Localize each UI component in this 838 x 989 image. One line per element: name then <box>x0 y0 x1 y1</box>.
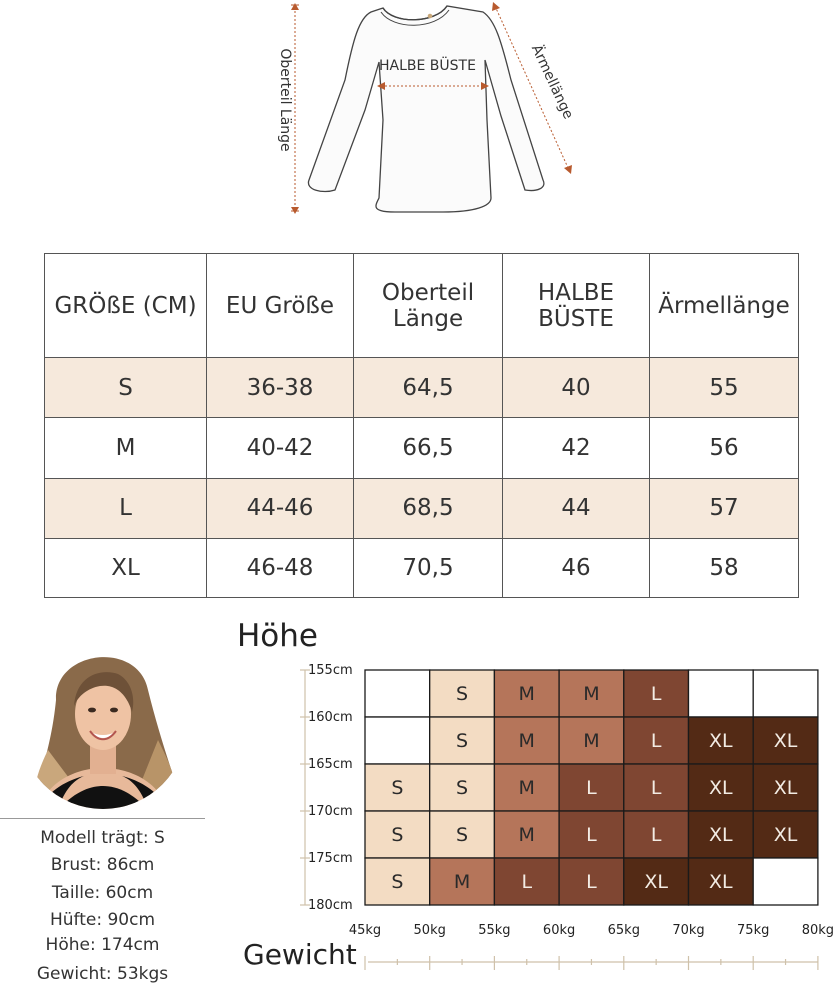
cell-size-label: M <box>453 871 471 893</box>
header-size-cm: GRÖßE (CM) <box>45 254 207 358</box>
table-cell: 42 <box>503 418 650 478</box>
table-row <box>45 358 799 418</box>
model-hip-text: Hüfte: 90cm <box>49 910 156 930</box>
model-photo <box>18 640 188 810</box>
cell-size-label: XL <box>709 824 733 846</box>
cell-size-label: XL <box>773 824 798 846</box>
table-cell: 56 <box>650 418 799 478</box>
x-tick-label: 55kg <box>478 923 511 938</box>
cell-size-label: S <box>456 824 469 846</box>
table-row <box>45 478 799 538</box>
length-label: Oberteil Länge <box>277 48 293 152</box>
table-cell: S <box>45 358 207 418</box>
cell-size-label: S <box>391 777 404 799</box>
table-cell: 70,5 <box>354 538 503 597</box>
table-cell: 44 <box>503 478 650 538</box>
cell-size-label: M <box>518 777 535 799</box>
cell-size-label: L <box>650 683 662 705</box>
shirt-diagram <box>275 0 575 220</box>
table-header-row <box>45 254 799 358</box>
model-waist-text: Taille: 60cm <box>51 883 154 903</box>
cell-size-label: L <box>650 730 662 752</box>
x-tick-label: 60kg <box>542 923 576 938</box>
table-cell: XL <box>45 538 207 597</box>
cell-size-label: S <box>456 777 469 799</box>
x-tick-label: 45kg <box>348 923 382 938</box>
table-cell: 46-48 <box>207 538 354 597</box>
table-cell: 57 <box>650 478 799 538</box>
header-sleeve-length: Ärmellänge <box>650 254 799 358</box>
table-cell: 64,5 <box>354 358 503 418</box>
chart-title: Höhe <box>237 618 318 654</box>
table-cell: 66,5 <box>354 418 503 478</box>
cell-size-label: S <box>456 683 469 705</box>
table-row <box>45 418 799 478</box>
table-cell: 46 <box>503 538 650 597</box>
y-tick-label: 160cm <box>308 710 353 725</box>
y-tick-label: 165cm <box>308 757 353 772</box>
table-cell: 36-38 <box>207 358 354 418</box>
size-table <box>44 253 799 598</box>
cell-size-label: M <box>518 730 535 752</box>
x-tick-label: 75kg <box>737 923 770 938</box>
cell-size-label: XL <box>773 730 798 752</box>
model-bust-text: Brust: 86cm <box>50 855 155 875</box>
heatmap-cell <box>689 670 754 717</box>
x-tick-label: 50kg <box>413 923 446 938</box>
cell-size-label: L <box>586 871 597 893</box>
cell-size-label: XL <box>709 777 733 799</box>
cell-size-label: L <box>650 777 662 799</box>
x-tick-label: 65kg <box>607 923 640 938</box>
y-tick-label: 175cm <box>308 851 353 866</box>
cell-size-label: XL <box>709 871 733 893</box>
cell-size-label: XL <box>709 730 733 752</box>
model-weight-text: Gewicht: 53kgs <box>36 964 169 984</box>
size-heatmap <box>270 660 838 985</box>
x-tick-label: 80kg <box>801 923 835 938</box>
model-wears-text: Modell trägt: S <box>40 828 165 848</box>
cell-size-label: L <box>586 777 597 799</box>
header-eu-size: EU Größe <box>207 254 354 358</box>
sleeve-label: Ärmellänge <box>527 42 577 122</box>
cell-size-label: M <box>583 683 600 705</box>
x-tick-label: 70kg <box>672 923 705 938</box>
y-tick-label: 155cm <box>308 663 353 678</box>
table-cell: 55 <box>650 358 799 418</box>
cell-size-label: M <box>583 730 600 752</box>
cell-size-label: M <box>518 824 535 846</box>
table-cell: 68,5 <box>354 478 503 538</box>
y-tick-label: 170cm <box>308 804 353 819</box>
heatmap-cell <box>365 670 430 717</box>
header-half-bust: HALBE BÜSTE <box>503 254 650 358</box>
table-cell: M <box>45 418 207 478</box>
table-cell: 40-42 <box>207 418 354 478</box>
heatmap-cell <box>753 670 818 717</box>
model-height-text: Höhe: 174cm <box>45 935 160 955</box>
table-row <box>45 538 799 597</box>
model-divider <box>0 818 205 819</box>
cell-size-label: L <box>521 871 533 893</box>
cell-size-label: M <box>518 683 535 705</box>
cell-size-label: XL <box>644 871 668 893</box>
chart-x-title: Gewicht <box>243 938 357 971</box>
table-cell: 44-46 <box>207 478 354 538</box>
bust-label: HALBE BÜSTE <box>379 58 476 74</box>
table-cell: 40 <box>503 358 650 418</box>
y-tick-label: 180cm <box>308 898 353 913</box>
cell-size-label: L <box>586 824 597 846</box>
heatmap-cell <box>753 858 818 905</box>
cell-size-label: S <box>391 824 404 846</box>
heatmap-cell <box>365 717 430 764</box>
cell-size-label: L <box>650 824 662 846</box>
cell-size-label: S <box>456 730 469 752</box>
cell-size-label: S <box>391 871 404 893</box>
table-cell: L <box>45 478 207 538</box>
table-cell: 58 <box>650 538 799 597</box>
header-top-length: Oberteil Länge <box>354 254 503 358</box>
cell-size-label: XL <box>773 777 798 799</box>
